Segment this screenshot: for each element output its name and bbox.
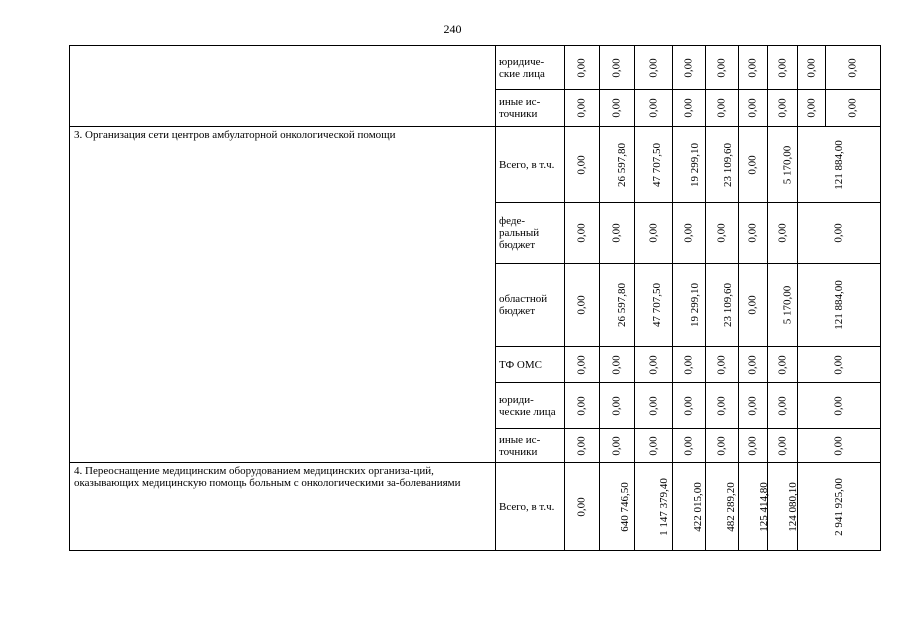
value-text: 0,00	[747, 223, 759, 243]
value-cell	[739, 90, 768, 127]
value-cell	[768, 90, 798, 127]
value-cell	[826, 90, 881, 127]
value-text: 121 884,00	[833, 280, 845, 330]
funding-source: Всего, в т.ч.	[496, 127, 565, 203]
value-text: 0,00	[847, 57, 859, 78]
value-text: 5 170,00	[781, 145, 794, 184]
value-cell	[600, 90, 635, 127]
table-row	[70, 463, 881, 551]
value-text: 26 597,80	[616, 142, 628, 187]
value-text: 0,00	[647, 435, 660, 456]
value-cell	[798, 347, 881, 383]
value-text: 121 884,00	[833, 139, 845, 190]
value-text: 0,00	[611, 395, 623, 416]
value-cell	[635, 127, 673, 203]
value-text: 0,00	[576, 395, 588, 416]
value-cell	[673, 383, 706, 429]
value-cell	[739, 127, 768, 203]
value-text: 2 941 925,00	[833, 477, 845, 536]
value-text: 0,00	[833, 354, 845, 375]
value-cell	[768, 463, 798, 551]
value-cell	[798, 127, 881, 203]
value-text: 0,00	[833, 395, 845, 416]
value-text: 0,00	[683, 354, 695, 375]
value-text: 0,00	[776, 435, 789, 456]
value-cell	[565, 90, 600, 127]
value-text: 0,00	[647, 57, 660, 78]
funding-source: юридиче-ские лица	[496, 46, 565, 90]
value-text: 23 109,60	[722, 142, 734, 187]
value-cell	[673, 127, 706, 203]
funding-source: Всего, в т.ч.	[496, 463, 565, 551]
value-cell	[768, 203, 798, 264]
value-cell	[565, 127, 600, 203]
value-cell	[565, 203, 600, 264]
value-text: 0,00	[647, 223, 660, 243]
funding-source: юриди-ческие лица	[496, 383, 565, 429]
value-text: 0,00	[776, 57, 789, 78]
measure-title: 3. Организация сети центров амбулаторной онкологической помощи	[70, 127, 496, 463]
value-text: 422 015,00	[691, 481, 704, 532]
value-cell	[706, 127, 739, 203]
value-text: 23 109,60	[722, 283, 734, 327]
value-cell	[706, 46, 739, 90]
value-text: 125 414,80	[757, 481, 770, 532]
value-text: 26 597,80	[616, 283, 628, 327]
value-cell	[798, 46, 826, 90]
value-text: 0,00	[576, 435, 588, 456]
value-cell	[600, 264, 635, 347]
value-text: 19 299,10	[689, 142, 701, 187]
value-cell	[739, 429, 768, 463]
value-text: 0,00	[805, 57, 818, 78]
funding-source: феде-ральный бюджет	[496, 203, 565, 264]
value-cell	[768, 127, 798, 203]
value-text: 0,00	[716, 223, 728, 243]
value-text: 640 746,50	[618, 481, 631, 532]
value-text: 0,00	[576, 98, 588, 118]
value-text: 0,00	[776, 395, 789, 416]
value-text: 0,00	[716, 57, 728, 78]
value-cell	[600, 347, 635, 383]
measure-title: 4. Переоснащение медицинским оборудованием медицинских организа-ций, оказывающих медицинскую помощь больным с онкологическими за-болеваниями	[70, 463, 496, 551]
value-cell	[565, 463, 600, 551]
value-text: 0,00	[683, 223, 695, 243]
value-cell	[673, 90, 706, 127]
value-cell	[706, 203, 739, 264]
value-text: 0,00	[683, 395, 695, 416]
value-cell	[565, 429, 600, 463]
value-text: 0,00	[716, 98, 728, 118]
value-cell	[706, 90, 739, 127]
page-number: 240	[443, 22, 462, 36]
value-cell	[673, 429, 706, 463]
value-cell	[706, 383, 739, 429]
value-text: 0,00	[747, 435, 759, 456]
value-cell	[673, 46, 706, 90]
value-cell	[635, 347, 673, 383]
value-cell	[826, 46, 881, 90]
value-cell	[635, 264, 673, 347]
value-cell	[798, 203, 881, 264]
value-cell	[565, 347, 600, 383]
funding-source: иные ис-точники	[496, 90, 565, 127]
value-text: 0,00	[683, 435, 695, 456]
value-text: 482 289,20	[724, 481, 737, 532]
value-cell	[798, 90, 826, 127]
value-text: 47 707,50	[651, 142, 663, 187]
value-cell	[798, 264, 881, 347]
value-cell	[798, 463, 881, 551]
value-cell	[600, 127, 635, 203]
value-text: 0,00	[747, 354, 759, 375]
value-text: 0,00	[576, 496, 588, 517]
value-cell	[768, 383, 798, 429]
value-cell	[600, 46, 635, 90]
value-cell	[600, 203, 635, 264]
funding-source: иные ис-точники	[496, 429, 565, 463]
value-text: 0,00	[611, 435, 623, 456]
value-cell	[739, 264, 768, 347]
value-text: 0,00	[776, 223, 789, 243]
table-row	[70, 46, 881, 90]
value-text: 0,00	[716, 354, 728, 375]
measure-title	[70, 46, 496, 127]
value-text: 0,00	[683, 57, 695, 78]
value-text: 0,00	[611, 354, 623, 375]
value-cell	[739, 203, 768, 264]
budget-table	[69, 45, 881, 551]
funding-source: ТФ ОМС	[496, 347, 565, 383]
value-cell	[768, 264, 798, 347]
value-text: 47 707,50	[651, 283, 663, 327]
value-text: 19 299,10	[689, 283, 701, 327]
value-text: 0,00	[716, 435, 728, 456]
value-cell	[673, 203, 706, 264]
value-cell	[565, 46, 600, 90]
value-cell	[635, 463, 673, 551]
value-cell	[635, 429, 673, 463]
value-cell	[706, 429, 739, 463]
value-cell	[600, 383, 635, 429]
value-text: 0,00	[576, 354, 588, 375]
value-cell	[706, 264, 739, 347]
value-text: 0,00	[647, 98, 660, 118]
value-cell	[635, 90, 673, 127]
value-text: 0,00	[747, 295, 759, 315]
value-cell	[635, 383, 673, 429]
value-cell	[600, 429, 635, 463]
value-cell	[673, 264, 706, 347]
value-cell	[798, 383, 881, 429]
value-cell	[739, 46, 768, 90]
value-text: 0,00	[683, 98, 695, 118]
value-text: 0,00	[611, 223, 623, 243]
value-text: 0,00	[611, 57, 623, 78]
value-cell	[600, 463, 635, 551]
value-cell	[635, 203, 673, 264]
value-cell	[739, 347, 768, 383]
value-cell	[673, 347, 706, 383]
value-text: 0,00	[647, 354, 660, 375]
funding-source: областной бюджет	[496, 264, 565, 347]
value-text: 124 080,10	[786, 481, 799, 532]
value-text: 0,00	[576, 154, 588, 175]
value-text: 0,00	[747, 154, 759, 175]
value-cell	[565, 264, 600, 347]
value-text: 0,00	[776, 354, 789, 375]
value-cell	[635, 46, 673, 90]
value-cell	[768, 46, 798, 90]
value-text: 0,00	[747, 395, 759, 416]
table-row	[70, 127, 881, 203]
value-cell	[768, 347, 798, 383]
value-text: 0,00	[576, 295, 588, 315]
value-cell	[739, 383, 768, 429]
value-text: 0,00	[833, 223, 845, 243]
value-text: 0,00	[716, 395, 728, 416]
value-text: 0,00	[747, 57, 759, 78]
value-text: 0,00	[776, 98, 789, 118]
value-cell	[673, 463, 706, 551]
value-text: 0,00	[847, 98, 859, 118]
value-text: 0,00	[576, 57, 588, 78]
value-text: 5 170,00	[781, 285, 794, 325]
value-cell	[706, 347, 739, 383]
value-cell	[706, 463, 739, 551]
value-cell	[739, 463, 768, 551]
value-text: 0,00	[611, 98, 623, 118]
value-cell	[768, 429, 798, 463]
value-text: 0,00	[576, 223, 588, 243]
value-text: 0,00	[747, 98, 759, 118]
value-text: 1 147 379,40	[657, 477, 670, 536]
value-text: 0,00	[647, 395, 660, 416]
value-text: 0,00	[833, 435, 845, 456]
value-cell	[565, 383, 600, 429]
value-text: 0,00	[805, 98, 818, 118]
value-cell	[798, 429, 881, 463]
